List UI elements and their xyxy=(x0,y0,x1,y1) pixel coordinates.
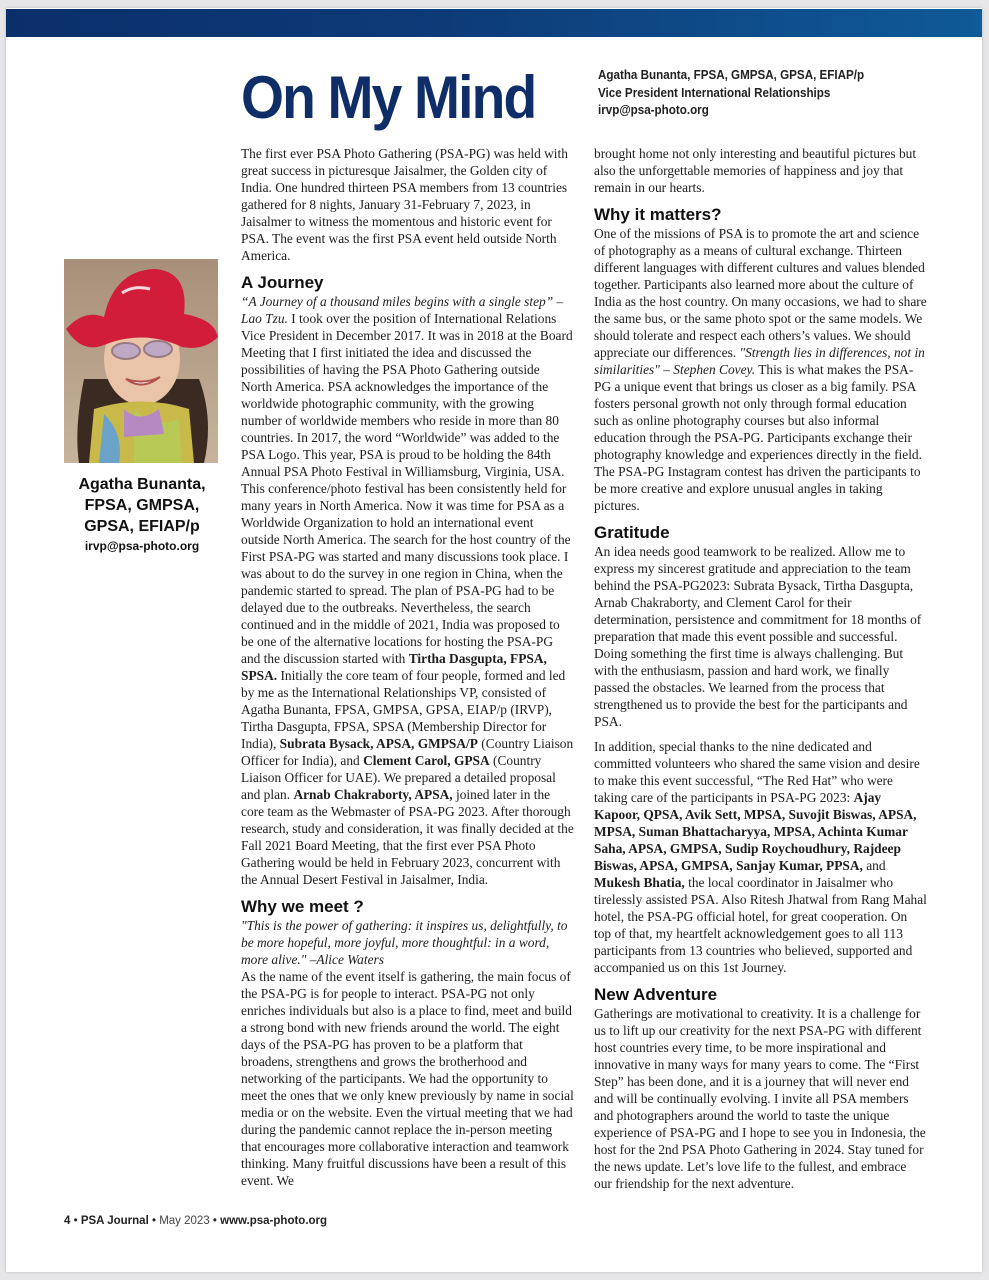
section-heading-new-adventure: New Adventure xyxy=(594,985,718,1004)
caption-email[interactable]: irvp@psa-photo.org xyxy=(84,539,200,553)
lao-tzu-quote: “A Journey of a thousand miles begins with a single step” –Lao Tzu. xyxy=(241,294,564,326)
stephen-covey-quote: "Strength lies in differences, not in similarities" – Stephen Covey. xyxy=(594,345,925,377)
section-heading-why-matters: Why it matters? xyxy=(594,205,722,224)
new-adventure-paragraph: Gatherings are motivational to creativity. It is a challenge for us to lift up our creativity for the next PSA-PG with different host countries every time, to be more inspirational and innovative in many ways for many years to come. The “First Step” has been done, and it is a journey that will never end and will be continually evolving. I invite all PSA members and photographers around the world to taste the unique experience of PSA-PG and I hope to see you in Indonesia, the host for the 2nd PSA Photo Gathering in 2024. Stay tuned for the news update. Let’s love life to the fullest, and embrace our friendship for the next adventure. xyxy=(594,1006,926,1191)
author-byline xyxy=(598,67,864,120)
volunteer-names: Ajay Kapoor, QPSA, Avik Sett, MPSA, Suvojit Biswas, APSA, MPSA, Suman Bhattacharyya, MPSA, Achinta Kumar Saha, APSA, GMPSA, Sudip Roychoudhury, Rajdeep Biswas, APSA, GMPSA, Sanjay Kumar, PPSA, xyxy=(594,790,917,873)
gratitude-paragraph-1: An idea needs good teamwork to be realized. Allow me to express my sincerest gratitude and appreciation to the team behind the PSA-PG2023: Subrata Bysack, Tirtha Dasgupta, Arnab Chakraborty, and Clement Carol for their determination, persistence and commitment for 18 months of preparation that made this event possible and successful. Doing something the first time is always challenging. But with the enthusiasm, passion and hard work, we finally passed the obstacles. We learned from the process that strengthened us to provide the best for the participants and PSA. xyxy=(594,544,922,729)
portrait-image xyxy=(64,259,218,463)
magazine-page xyxy=(6,8,982,1272)
alice-waters-quote: "This is the power of gathering: it inspires us, delightfully, to be more hopeful, more joyful, more thoughtful: in a word, more alive." –Alice Waters xyxy=(241,918,568,967)
why-meet-paragraph: As the name of the event itself is gathering, the main focus of the PSA-PG is for people to interact. PSA-PG not only enriches individuals but also is a place to find, meet and build a strong bond with new friends around the world. The eight days of the PSA-PG has proven to be a platform that broadens, strengthens and grows the brotherhood and networking of the participants. We had the opportunity to meet the ones that we only knew previously by name in social media or on the website. Even the virtual meeting that we had during the pandemic cannot replace the in-person meeting that encourages more collaborative interaction and teamwork thinking. Many fruitful discussions have been a result of this event. We xyxy=(241,969,574,1188)
page-number: 4 xyxy=(64,1215,71,1227)
intro-paragraph: The first ever PSA Photo Gathering (PSA-PG) was held with great success in picturesque Jaisalmer, the Golden city of India. One hundred thirteen PSA members from 13 countries gathered for 8 nights, January 31-February 7, 2023, in Jaisalmer to witness the momentous and historic event for PSA. The event was the first PSA event held outside North America. xyxy=(241,146,568,263)
article-column-right xyxy=(594,145,927,1192)
author-photo xyxy=(64,259,218,463)
page-footer: 4 • PSA Journal • May 2023 • www.psa-photo.org xyxy=(64,1215,328,1227)
caption-name-line-3: GPSA, EFIAP/p xyxy=(84,518,200,535)
author-role: Vice President International Relationships xyxy=(598,85,831,100)
issue-date: May 2023 xyxy=(159,1215,210,1227)
why-matters-paragraph: One of the missions of PSA is to promote the art and science of photography as a means of cultural exchange. Thirteen different languages with different cultures and values blended together. Participants also learned more about the culture of India as the host country. On many occasions, we had to share the same bus, or the same photo spot or the same models. We should tolerate and respect each others’s values. We should appreciate our differences. "Strength lies in differences, not in similarities" – Stephen Covey. This is what makes the PSA-PG a unique event that brings us closer as a big family. PSA fosters personal growth not only through formal education such as online photography courses but also informal education through the PSA-PG. Participants exchange their photography knowledge and experiences directly in the field. The PSA-PG Instagram contest has driven the participants to be more creative and explore unusual angles in taking pictures. xyxy=(594,226,927,513)
why-meet-continued: brought home not only interesting and beautiful pictures but also the unforgettable memories of happiness and joy that remain in our hearts. xyxy=(594,146,917,195)
author-email[interactable]: irvp@psa-photo.org xyxy=(598,103,709,117)
section-heading-gratitude: Gratitude xyxy=(594,523,670,542)
article-column-left xyxy=(241,145,574,1189)
website-link[interactable]: www.psa-photo.org xyxy=(220,1215,328,1227)
author-name: Agatha Bunanta, FPSA, GMPSA, GPSA, EFIAP/p xyxy=(598,68,865,82)
section-heading-journey: A Journey xyxy=(241,273,324,292)
section-heading-why-meet: Why we meet ? xyxy=(241,897,364,916)
journal-name: PSA Journal xyxy=(80,1215,149,1227)
caption-name-line-2: FPSA, GMPSA, xyxy=(84,497,200,514)
journey-paragraph: “A Journey of a thousand miles begins with a single step” –Lao Tzu. I took over the position of International Relations Vice President in December 2017. It was in 2018 at the Board Meeting that I first initiated the idea and discussed the possibilities of having the PSA Photo Gathering outside North America. PSA acknowledges the importance of the worldwide photographic community, with the growing number of worldwide members who reside in more than 80 countries. In 2017, the word “Worldwide” was added to the PSA Logo. This year, PSA is proud to be holding the 84th Annual PSA Photo Festival in Williamsburg, Virginia, USA. This conference/photo festival has been consistently held for many years in North America. Now it was time for PSA as a Worldwide Organization to hold an international event outside North America. The search for the host country of the First PSA-PG was started and many discussions took place. I was about to do the survey in one region in China, when the pandemic started to spread. The plan of PSA-PG had to be delayed due to the outbreaks. Nevertheless, the search continued and in the middle of 2021, India was proposed to be one of the alternative locations for hosting the PSA-PG and the discussion started with Tirtha Dasgupta, FPSA, SPSA. Initially the core team of four people, formed and led by me as the International Relationships VP, consisted of Agatha Bunanta, FPSA, GMPSA, GPSA, EIAP/p (IRVP), Tirtha Dasgupta, FPSA, SPSA (Membership Director for India), Subrata Bysack, APSA, GMPSA/P (Country Liaison Officer for India), and Clement Carol, GPSA (Country Liaison Officer for UAE). We prepared a detailed proposal and plan. Arnab Chakraborty, APSA, joined later in the core team as the Webmaster of PSA-PG 2023. After thorough research, study and consideration, it was finally decided at the Fall 2021 Board Meeting, that the first ever PSA Photo Gathering would be held in February 2023, concurrent with the Annual Desert Festival in Jaisalmer, India. xyxy=(241,294,574,887)
header-band xyxy=(6,9,982,37)
page-title: On My Mind xyxy=(241,64,536,131)
photo-caption xyxy=(50,474,234,553)
caption-name-line-1: Agatha Bunanta, xyxy=(78,476,206,493)
gratitude-paragraph-2: In addition, special thanks to the nine dedicated and committed volunteers who shared the same vision and desire to make this event successful, “The Red Hat” who were taking care of the participants in PSA-PG 2023: Ajay Kapoor, QPSA, Avik Sett, MPSA, Suvojit Biswas, APSA, MPSA, Suman Bhattacharyya, MPSA, Achinta Kumar Saha, APSA, GMPSA, Sudip Roychoudhury, Rajdeep Biswas, APSA, GMPSA, Sanjay Kumar, PPSA, and Mukesh Bhatia, the local coordinator in Jaisalmer who tirelessly assisted PSA. Also Ritesh Jhatwal from Rang Mahal hotel, the PSA-PG official hotel, for great cooperation. On top of that, my heartfelt acknowledgement goes to all 113 participants from 13 countries who believed, supported and accompanied us on this 1st Journey. xyxy=(594,739,927,975)
